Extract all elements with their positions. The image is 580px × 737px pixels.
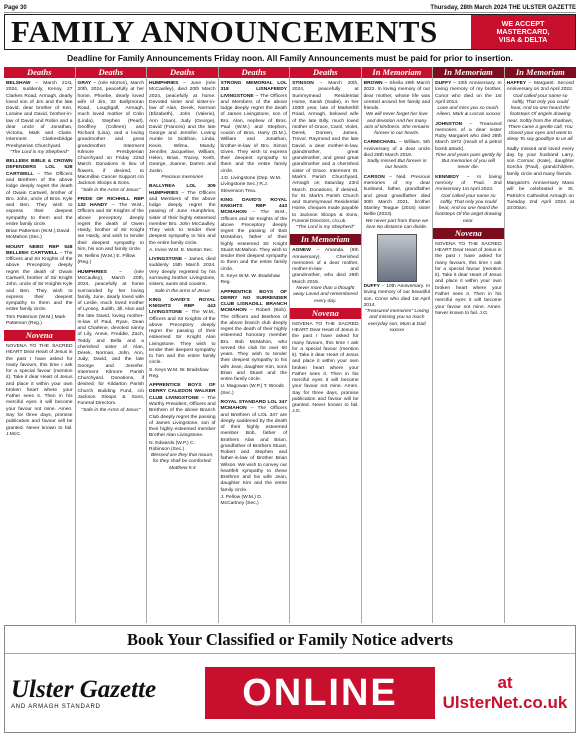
ulsternet-link[interactable] (435, 673, 575, 713)
notice-body (364, 175, 431, 219)
publication-date: Thursday, 28th March 2024 THE ULSTER GAZETTE (430, 4, 576, 11)
notice (364, 140, 431, 171)
notice (6, 245, 73, 327)
notice (364, 175, 431, 231)
notice (78, 270, 145, 414)
notice (149, 298, 216, 380)
notice (6, 81, 73, 156)
notice-text: – Ned. Precious memories of my dear husband, father, grandfather and great grandfather died 30th March 2021, brother Stanley Teague (2016) sister Nellie (2023). (363, 174, 431, 218)
notice-text: – March 21st, 2024, suddenly, Kenny, 27 Clarkes Road, Armagh, dearly loved son of Jim and the late David, dear brother of Ken, Loraine and David, brother-in-law of David and Robin and a dear uncle of Jonathan, Victoria, Mark and Claire. Interment Clarkesbridge Presbyterian Churchyard. (6, 81, 73, 149)
notice-body (149, 184, 216, 247)
page-number: Page 30 (4, 4, 27, 11)
notice-body (221, 198, 288, 273)
notice-text: – The Officers and Members of the above lodge deeply regret the passing of June Humphries, sister of their highly esteemed member Bro. John McCaulley. They wish to tender their deepest sympathy to him and the entire family circle. (149, 190, 216, 246)
column-2 (76, 67, 148, 623)
notice (221, 400, 288, 508)
notice-body (507, 147, 574, 178)
notice-name: HAFFEY (506, 81, 527, 86)
notice-verse: "Safe in the Arms of Jesus" (81, 407, 141, 413)
notice-body (292, 248, 359, 286)
cards-line-3: VISA & DELTA (498, 35, 548, 45)
column-7 (433, 67, 505, 623)
notice-body (149, 383, 216, 439)
notice-text: – The W.M., Officers and Sir Knights of the above preceptory deeply regret the death of Owen Hardy, brother of Sir Knight Ian Hardy, and wish to tender their deepest sympathy to him, his son and family circle. (77, 203, 145, 252)
notice-text: – 10th Anniversary. In loving memory of my brother, Conor who died on the 1st April 2014. (435, 81, 502, 105)
column-3 (147, 67, 219, 623)
column-1 (4, 67, 76, 623)
notice-verse: "Safe in the Arms of Jesus" (81, 187, 141, 193)
notice-name: LIVINGSTONE (149, 257, 183, 263)
cards-line-2: MASTERCARD, (496, 26, 550, 36)
notice-name: BELSHAW (6, 81, 31, 86)
notice-body (221, 400, 288, 494)
notice-name: KING DAVID'S ROYAL KNIGHTS RBP 443 MCMAHON (220, 197, 288, 216)
notice-text: – In loving memory of Paul. 2nd Anniversary 1st April 2023. (435, 174, 502, 193)
notice-signature: W. Nellins (W.M.) E. Pillow (Reg.) (77, 254, 136, 266)
notice-verse: We never part from those we love No distance can divide. (365, 218, 429, 230)
notice-signature: J. Pellow (W.M.) D. McCartney (Sec.) (220, 495, 263, 507)
notice-text: – The W.M., Officers and Sir Knights of the above Preceptory deeply regret the passing of their esteemed Sir Knight Alan Livingstone. They wish to tender their deepest sympathy to him and the entire family circle. (149, 310, 216, 366)
notice-text: – 10th Anniversary. In loving memory of our beautiful son, Conor who died 1st April 2014. (363, 284, 431, 308)
notice (435, 175, 502, 225)
notice-verse: Safe in the arms of Jesus (154, 288, 210, 294)
url-text: UlsterNet.co.uk (442, 693, 568, 712)
notice-name: CARMICHAEL (363, 140, 397, 146)
notice (78, 197, 145, 267)
notice-verse: Love and miss you so much. Aileen, Mark & Lorcan xxxxxx (436, 106, 501, 118)
novena-text: NOVENA TO THE SACRED HEART Dear Heart of Jesus in the past I have asked for many favours, this time I ask for a special favour (mention it). Take it dear Heart of Jesus and place it within your own broken heart where your Father sees it. Then in his merciful eyes it will become your favour not mine. Amen. Never known to fail. J.G. (435, 241, 502, 316)
column-header: Deaths (219, 67, 290, 78)
notice (292, 248, 359, 304)
notice-name: DUFFY (363, 284, 380, 290)
notice (435, 81, 502, 119)
ad-row (5, 654, 575, 732)
notice-body (364, 81, 431, 112)
notice-body (507, 181, 574, 212)
notice-text: – The Officers and Brethren of LOL 347 are deeply saddened by the death of their highly esteemed member Bob, father of Brothers Alan and Brian, grandfather of Brothers Stuart, Robert and Stephen and father-in-law of Brother Brian Wilson. We wish to convey our heartfelt sympathy to these Brethren and his wife Jean, daughter Kim and the entire family circle. (220, 406, 288, 493)
notice-text: – Sheila 29th March 2022. In loving memory of our dear mother, whose life was centred around her family and friends. (363, 81, 431, 112)
notice-signature: Tom Patterson (W.M.) Mark Patterson (Reg.) (6, 314, 66, 326)
notice-signature: S. Keys W.M. W. Bradshaw Reg. (149, 367, 209, 379)
notice-body (78, 81, 145, 188)
notice-name: KENNEDY (435, 174, 460, 180)
notice-text: – The Officers and Brethren of the above lodge deeply regret the death of Owain Cartwell, brother of Bro. John, uncle of Bros. Kyle and Ben. They wish to express their deepest sympathy to them and the entire family circle. (6, 171, 73, 227)
notice (507, 181, 574, 212)
notice-name: ROYAL STANDARD LOL 347 MCMAHON (220, 400, 288, 412)
notice-name: APPRENTICE BOYS OF DERRY NO SURRENDER CLUB LISNADILL BRANCH MCMAHON (220, 289, 288, 314)
notice-name: CARSON (363, 174, 385, 180)
banner-title: FAMILY ANNOUNCEMENTS (11, 14, 438, 49)
notice-body (435, 122, 502, 153)
notice (221, 198, 288, 287)
column-header: In Memoriam (362, 67, 433, 78)
notice-verse: Sadly missed But forever in our hearts. (367, 159, 427, 171)
at-label: at (497, 673, 513, 692)
notice-body (78, 270, 145, 408)
notice-name: PRIDE OF RICHHILL RBP 132 HANDY (77, 196, 145, 209)
notice-body (507, 81, 574, 94)
notice-name: STRONG MEMORIAL LOL 318 LISNAFEEDY LIVINGSTONE (220, 81, 288, 99)
notice-body (221, 290, 288, 384)
cards-line-1: WE ACCEPT (501, 18, 545, 28)
notice-name: MOUNT NEBO RBP 548 BELLEEK CARTWELL (6, 244, 73, 256)
notice-verse: "Treasured memories" Loving and missing you so much everyday son, Mum & Dad xxxxxx (364, 309, 429, 333)
novena-text: NOVENA TO THE SACRED HEART Dear Heart of Jesus in the past I have asked for many favours, this time I ask for a special favour (mention it). Take it dear Heart of Jesus and place it within your own broken heart where your Father sees it. Then in his merciful eyes it will become your favour not mine. Amen. Say for three days, promise publication and favour will be granted. Never known to fail. J.G. (292, 321, 359, 415)
notice (507, 147, 574, 178)
top-line (4, 3, 576, 13)
notice-body (78, 197, 145, 253)
notice-name: BELLEEK BIBLE & CROWN DEFENDERS LOL 528 CARTWELL (6, 159, 73, 177)
notice-text: – June (née McCaulley), died 20th March 2024, peacefully at home. Devoted sister and sister-in-law of Alan, Derek, Norman (Elizabeth), John (Valerie), Ann (Joan), Judy (George), David (Frances) and the late George and Jennifer. Loving Auntie to Siobhan, Linda, Kevin, Wilma, Mandy, Jennifer, Jacqueline, William, Helen, Brian, Tracey, Keith, George, Joanne, Darren and Justin. (149, 81, 216, 174)
notice-text: – The Worthy President, Officers and Brethren of the above Branch Club deeply regret the passing of James Livingstone, son of their highly esteemed member Brother Alan Livingstone. (149, 395, 216, 439)
notice (149, 257, 216, 295)
notice-text: – Treasured memories of a dear sister Ruby Margaret who died 28th March 1972 (result of a petrol bomb attack). (435, 121, 502, 152)
notice-text: – The W.M., Officers and Sir Knights of the above Preceptory deeply regret the passing of Bob McMahon, father of their highly esteemed Sir Knight Stuart McMahon. They wish to tender their deepest sympathy to them and the entire family circle. (220, 210, 288, 272)
cards-accepted-badge (471, 15, 575, 49)
notice-verse: Never more than a thought away Loved and remembered every day. (292, 285, 358, 304)
notice-signature: S. Keys W.M. W. Bradshaw Reg. (220, 273, 281, 286)
notice-signature: Brian Patterson (W.M.) David McMahon (Sec.) (6, 229, 70, 241)
notice-verse: We will never forget her love and devotion And her many acts of kindness. She remains forever in our hearts. (364, 112, 430, 137)
notice-name: KING DAVID'S ROYAL KNIGHTS RBP 443 LIVINGSTONE (149, 297, 216, 316)
notice-text: – (née McCaulley), March 20th, 2024, peacefully at home surrounded by her loving family, June, dearly loved wife of Leslie, much loved mother of Lynsey, Judith, Jill, Alan and the late David, loving mother-in-law of Paul, Ryan, Dean and Charlene, devoted nanny of Lily, Annie, Freddie, Zach, Teddy and Bella and a cherished sister of Alan, Derek, Norman, John, Ann, Judy, David, and the late George and Jennifer. Interment Kilmore Parish Churchyard. Donations, if desired, for Kildarton Parish Church Building Fund, c/o Jackson Sloops & Sons, Funeral Directors. (77, 269, 145, 407)
notice-name: STINSON (292, 81, 314, 86)
notice-body (149, 298, 216, 367)
notice-verse: God called your name so softly, That only you could hear, And no one heard the footsteps Of angels drawing near. Softly from the shadows, There came a gentle call, You closed your eyes and went to sleep To say goodbye to us all. (506, 93, 574, 143)
notice-name: HUMPHRIES (77, 269, 107, 275)
notice-name: BALLYREA LOL 309 HUMPHRIES (149, 184, 216, 196)
column-header: In Memoriam (433, 67, 504, 78)
notice-text: Sadly missed and loved every day by your husband Larry, son Cormac (Kate), daughter Sorcha (Paul), grandchildren, family circle and many friends. (506, 146, 574, 177)
notice-name: JOHNSTON (435, 121, 463, 127)
notice (149, 81, 216, 181)
memorial-photo (377, 234, 417, 282)
notice-text: – William. 5th Anniversary of a dear uncle died 28th March 2019. (363, 140, 431, 158)
notice-body (364, 284, 431, 309)
notice-body (221, 81, 288, 175)
notice (6, 159, 73, 241)
column-header: In Memoriam (505, 67, 576, 78)
logo-subtitle: AND ARMAGH STANDARD (11, 704, 101, 710)
column-5 (290, 67, 362, 623)
notice-verse: God called your name so softly, That only you could hear, And no one heard the footsteps Of the angel drawing near. (435, 193, 502, 224)
notice-body (6, 245, 73, 314)
notice-name: GRAY (77, 81, 92, 86)
notice (292, 81, 359, 231)
notice-name: BROWN (363, 81, 383, 86)
notice-text: – (née Morton), March 20th, 2024, peacefully at her home, Phoebe, dearly loved wife of Jim, 32 Ballymoran Road, Loughgall, Armagh, much loved mother of Colin (Linda), Stephen (Pearl), Geoffrey (Colleen) and Richard (Lisa), and a loving grandmother and great grandmother. Interment Kilmore Presbyterian Churchyard on Friday 22nd March. Donations in lieu of flowers, if desired, to Macmillan Cancer Support c/o Jackson Sloops & Sons. (77, 81, 145, 187)
notice-text: – Margaret. Second Anniversary on 2nd April 2022. (506, 81, 575, 93)
logo-text: Ulster Gazette (11, 676, 157, 703)
column-6 (362, 67, 434, 623)
online-advert[interactable] (4, 625, 576, 733)
notice-text: – Robert (Bob). The Officers and Brethren of the above branch club deeply regret the death of their highly esteemed honorary member Bro. Bob McMahon, who served the club for over 60 years. They wish to tender their deepest sympathy to his wife Jean, daughter Kim, sons Brian and Stuart and the entire family circle. (220, 308, 288, 383)
ulster-gazette-logo (5, 676, 205, 710)
column-header: Deaths (147, 67, 218, 78)
online-label: ONLINE (205, 667, 435, 719)
ad-headline: Book Your Classified or Family Notice adverts (5, 626, 575, 654)
notice-text: Margaret's Anniversary Mass will be celebrated in St. Patrick's Cathedral Armagh on Tuesday 2nd April 2024 at 10:00am. (506, 180, 574, 212)
notice-body (292, 81, 359, 225)
notice-body (435, 81, 502, 106)
notice-signature: U. Magowan (W.P.) T. Woods (Sec.) (220, 384, 284, 396)
notice-signature: A. Irvine W.M. E. Morton Sec. (149, 247, 214, 253)
notice-columns (4, 67, 576, 623)
notice-verse: "The Lord is my Shepherd" (296, 225, 355, 231)
notice (435, 122, 502, 172)
notice-signature: J.D. Livingstone (Dep. W.M. Livingstone Sec.) R.J. Stevenson Trea. (220, 175, 282, 194)
notice-text: – The Officers and Members of the above lodge deeply regret the death of James Livingstone, son of Bro. Alan, nephew of Bros. Paul (W.M.) and Stephen, cousin of Bros. Harry (D.M.), William and Jonathan, brother-in-law of Bro. Simon Given. They wish to express their deepest sympathy to them and the entire family circle. (220, 93, 288, 174)
notice-text: – James, died suddenly 15th March 2024. Very deeply regretted by his sorrowing brother Livingstone, sisters, aunts and cousins. (149, 257, 216, 288)
notice-body (6, 159, 73, 228)
notice (507, 81, 574, 144)
novena-text: NOVENA TO THE SACRED HEART Dear Heart of Jesus in the past I have asked for many favours, this time I ask for a special favour (mention it). Take it dear Heart of Jesus and place it within your own broken heart where your Father sees it. Then in his merciful eyes it will become your favour not mine. Amen. Say for three days, promise publication and favour will be granted. Never known to fail. J.McC. (6, 344, 73, 437)
notice-text: – The Officers and Sir Knights of the above Preceptory deeply regret the death of Owain Cartwell, brother of Sir Knight John, uncle of Sir Knights Kyle and Ben. They wish to express their deepest sympathy to them and the entire family circle. (6, 250, 73, 313)
notice (364, 81, 431, 137)
column-header: Deaths (76, 67, 147, 78)
notice-verse: Blessed are they that mourn, for they shall be comforted. Matthew 5:4 (151, 453, 214, 471)
section-header: Novena (290, 308, 361, 319)
notice-body (435, 175, 502, 194)
column-8 (505, 67, 576, 623)
notice-name: HUMPHRIES (149, 81, 179, 86)
notice-name: AGNEW (292, 248, 311, 254)
notice-body (149, 257, 216, 288)
section-header: In Memoriam (290, 234, 361, 245)
column-header: Deaths (290, 67, 361, 78)
column-header: Deaths (4, 67, 75, 78)
notice-text: – March 20th, 2024, peacefully at Summymead Residential Home, Sarah (Sadie), in her 100th year, late of Markethill Road, Armagh, beloved wife of the late Billy, much loved mother of Grace, Carol, Violet, Derek, Doreen, James, Trevor, Raymond and the late David, a dear mother-in-law, grandmother, great grandmother, and great great grandmother and a cherished sister of Grace. Interment St. Mark's Parish Churchyard, Armagh on Saturday 23rd March. Donations, if desired, for St. Mark's Parish Church and Summymead Residential Home, cheques made payable to Jackson Sloops & Sons, Funeral Directors, c/o.uk. (292, 81, 359, 224)
notice-body (364, 140, 431, 159)
section-header: Novena (4, 330, 75, 341)
notice-signature: N. Edwards (W.P.) C. Robinson (Sec.) (149, 440, 195, 452)
notice-verse: "The Lord is my Shepherd" (10, 149, 69, 155)
notice (149, 184, 216, 254)
notice-body (149, 81, 216, 175)
notice-verse: Precious memories (161, 174, 204, 180)
notice (149, 383, 216, 472)
notice-verse: Time and years pass gently by But memories of you will never die. (435, 152, 502, 171)
notice (364, 284, 431, 334)
notice (221, 290, 288, 398)
notice (78, 81, 145, 194)
notice (221, 81, 288, 195)
section-header: Novena (433, 228, 504, 239)
family-announcements-banner (4, 14, 576, 50)
column-4 (219, 67, 291, 623)
notice-name: APPRENTICE BOYS OF DERRY CALEDON WALKER CLUB LIVINGSTONE (149, 383, 216, 401)
deadline-notice: Deadline for Family Announcements Friday noon. All Family Announcements must be paid for prior to insertion. (67, 53, 513, 63)
notice-text: – Amanda. (9th Anniversary). Cherished memories of a dear mother, mother-in-law and grandmother, who died 28th March 2015. (292, 248, 359, 285)
notice-name: DUFFY (435, 81, 452, 86)
notice-body (6, 81, 73, 150)
